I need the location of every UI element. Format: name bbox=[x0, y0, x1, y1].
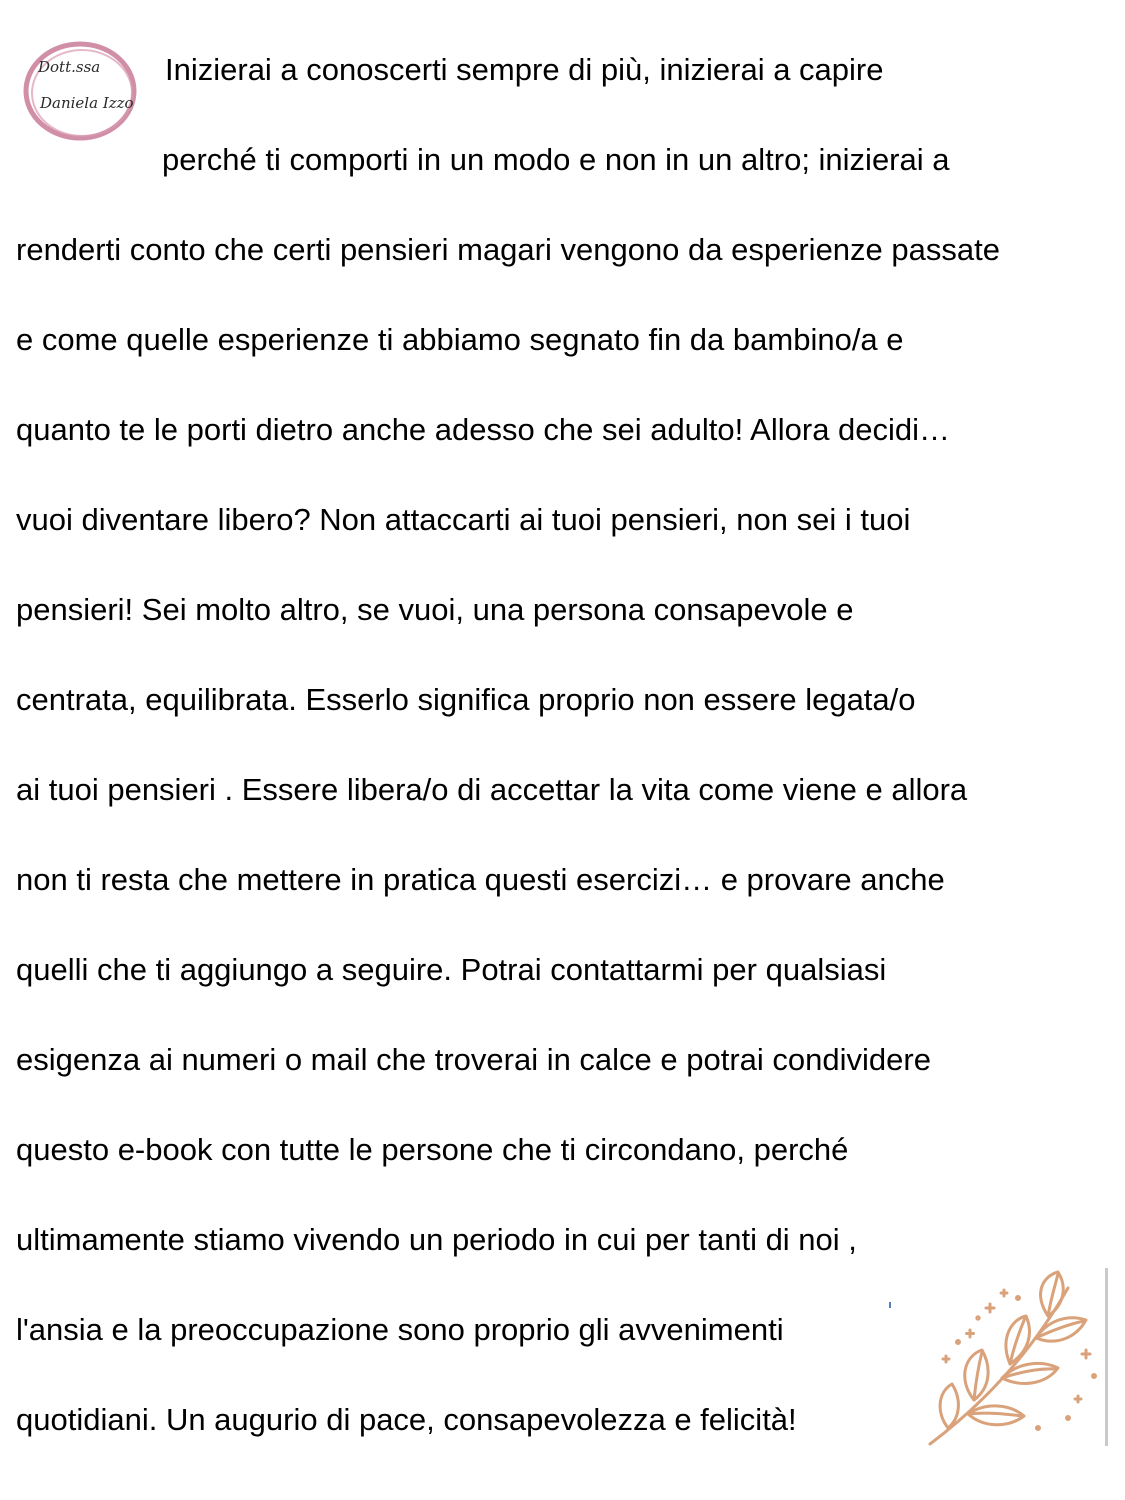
text-line: Inizierai a conoscerti sempre di più, inizierai a capire bbox=[165, 52, 884, 87]
text-line: quotidiani. Un augurio di pace, consapevolezza e felicità! bbox=[16, 1402, 797, 1437]
leaf-branch-icon bbox=[918, 1268, 1108, 1458]
text-line: ultimamente stiamo vivendo un periodo in cui per tanti di noi , bbox=[16, 1222, 857, 1257]
text-line: quelli che ti aggiungo a seguire. Potrai contattarmi per qualsiasi bbox=[16, 952, 887, 987]
text-line: questo e-book con tutte le persone che ti circondano, perché bbox=[16, 1132, 849, 1167]
text-line: pensieri! Sei molto altro, se vuoi, una persona consapevole e bbox=[16, 592, 854, 627]
stray-mark bbox=[889, 1302, 891, 1308]
text-line: non ti resta che mettere in pratica questi esercizi… e provare anche bbox=[16, 862, 945, 897]
text-line: quanto te le porti dietro anche adesso che sei adulto! Allora decidi… bbox=[16, 412, 951, 447]
text-line: esigenza ai numeri o mail che troverai in calce e potrai condividere bbox=[16, 1042, 931, 1077]
page-edge-rule bbox=[1105, 1268, 1108, 1446]
text-line: centrata, equilibrata. Esserlo significa proprio non essere legata/o bbox=[16, 682, 916, 717]
text-line: renderti conto che certi pensieri magari vengono da esperienze passate bbox=[16, 232, 1000, 267]
author-logo bbox=[20, 38, 150, 148]
logo-title: Dott.ssa bbox=[38, 58, 101, 76]
logo-ring-icon bbox=[20, 38, 150, 148]
text-line: ai tuoi pensieri . Essere libera/o di accettar la vita come viene e allora bbox=[16, 772, 968, 807]
text-line: l'ansia e la preoccupazione sono proprio gli avvenimenti bbox=[16, 1312, 784, 1347]
text-line: e come quelle esperienze ti abbiamo segnato fin da bambino/a e bbox=[16, 322, 904, 357]
logo-name: Daniela Izzo bbox=[40, 94, 134, 112]
text-line: vuoi diventare libero? Non attaccarti ai tuoi pensieri, non sei i tuoi bbox=[16, 502, 911, 537]
text-line: perché ti comporti in un modo e non in un altro; inizierai a bbox=[162, 142, 950, 177]
